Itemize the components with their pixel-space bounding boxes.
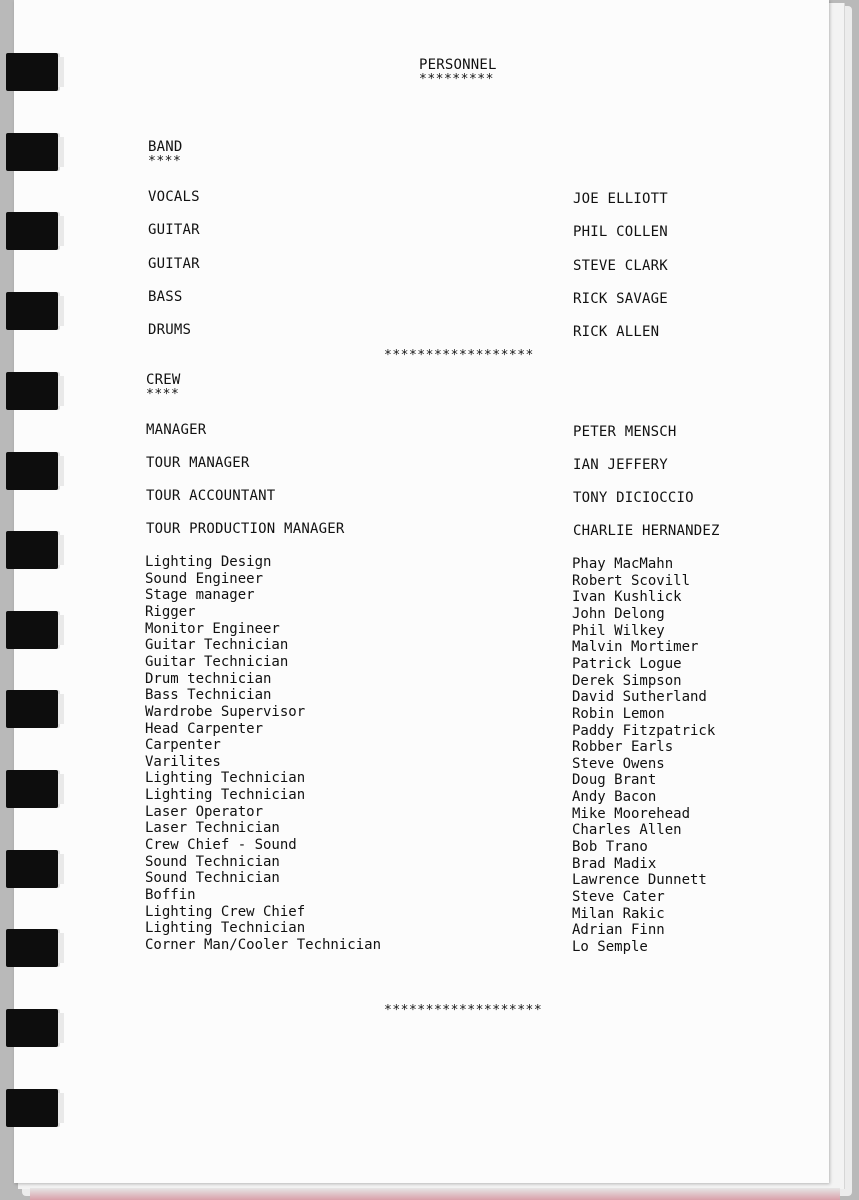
spiral-binding <box>0 0 70 1200</box>
crew-role: Carpenter <box>145 737 221 754</box>
page-title: PERSONNEL <box>419 57 497 73</box>
crew-role: Lighting Technician <box>145 920 306 937</box>
crew-underline: **** <box>146 387 180 402</box>
crew-role: Monitor Engineer <box>145 620 280 637</box>
crew-name: Paddy Fitzpatrick <box>572 722 716 739</box>
binding-tab <box>6 53 58 91</box>
binding-tab <box>6 611 58 649</box>
crew-heading: CREW <box>146 372 181 388</box>
crew-role: Head Carpenter <box>145 720 264 737</box>
crew-role: Laser Technician <box>145 820 280 837</box>
band-role: DRUMS <box>148 322 192 338</box>
crew-role: Lighting Technician <box>145 787 306 804</box>
management-role: TOUR PRODUCTION MANAGER <box>146 521 345 537</box>
crew-role: Bass Technician <box>145 687 272 704</box>
band-member-name: RICK SAVAGE <box>573 291 668 307</box>
crew-role: Wardrobe Supervisor <box>145 703 306 720</box>
management-name: PETER MENSCH <box>573 424 677 440</box>
crew-role: Laser Operator <box>145 803 264 820</box>
management-name: CHARLIE HERNANDEZ <box>573 523 720 539</box>
crew-role: Drum technician <box>145 670 272 687</box>
crew-name: Mike Moorehead <box>572 805 691 822</box>
crew-role: Stage manager <box>145 587 255 604</box>
band-heading: BAND <box>148 139 183 155</box>
crew-name: Lo Semple <box>572 938 648 955</box>
crew-role: Corner Man/Cooler Technician <box>145 936 382 953</box>
crew-role: Sound Engineer <box>145 570 264 587</box>
management-role: TOUR MANAGER <box>146 455 250 471</box>
binding-tab <box>6 1089 58 1127</box>
crew-name: David Sutherland <box>572 689 707 706</box>
crew-name: Derek Simpson <box>572 672 682 689</box>
crew-name: Steve Owens <box>572 755 665 772</box>
crew-role: Rigger <box>145 603 196 620</box>
band-role: GUITAR <box>148 222 200 238</box>
crew-role: Sound Technician <box>145 870 280 887</box>
management-name: TONY DICIOCCIO <box>573 490 694 506</box>
crew-role: Crew Chief - Sound <box>145 837 297 854</box>
band-role: GUITAR <box>148 256 200 272</box>
crew-name: Phay MacMahn <box>572 556 674 572</box>
crew-role: Lighting Crew Chief <box>145 903 306 920</box>
binding-tab <box>6 1009 58 1047</box>
crew-name: Malvin Mortimer <box>572 639 699 656</box>
band-underline: **** <box>148 154 182 169</box>
crew-name: Adrian Finn <box>572 922 665 939</box>
crew-name: Patrick Logue <box>572 655 682 672</box>
binding-tab <box>6 531 58 569</box>
crew-name: Phil Wilkey <box>572 622 665 639</box>
crew-name: Doug Brant <box>572 772 657 789</box>
separator-stars-2: ******************* <box>384 1003 543 1018</box>
management-role: MANAGER <box>146 422 207 438</box>
binding-tab <box>6 133 58 171</box>
binding-tab <box>6 212 58 250</box>
crew-name: Robin Lemon <box>572 705 665 722</box>
crew-name: Lawrence Dunnett <box>572 872 707 889</box>
pink-bottom-edge <box>30 1188 840 1200</box>
crew-name: Steve Cater <box>572 889 665 905</box>
crew-role: Sound Technician <box>145 853 280 870</box>
binding-tab <box>6 929 58 967</box>
crew-role: Guitar Technician <box>145 653 289 670</box>
management-role: TOUR ACCOUNTANT <box>146 488 276 504</box>
crew-role: Boffin <box>145 887 196 903</box>
binding-tab <box>6 292 58 330</box>
binding-tab <box>6 452 58 490</box>
band-member-name: RICK ALLEN <box>573 324 660 340</box>
crew-name: Robert Scovill <box>572 572 691 589</box>
binding-tab <box>6 372 58 410</box>
band-member-name: STEVE CLARK <box>573 258 668 274</box>
crew-name: Ivan Kushlick <box>572 589 682 606</box>
crew-name: Brad Madix <box>572 855 657 872</box>
crew-role: Varilites <box>145 753 221 770</box>
crew-role: Lighting Design <box>145 554 272 570</box>
crew-role: Lighting Technician <box>145 770 306 787</box>
crew-name: Milan Rakic <box>572 905 665 922</box>
separator-stars-1: ****************** <box>384 348 534 363</box>
crew-name: Bob Trano <box>572 839 648 856</box>
band-role: VOCALS <box>148 189 200 205</box>
band-member-name: JOE ELLIOTT <box>573 191 668 207</box>
band-role: BASS <box>148 289 183 305</box>
title-underline: ********* <box>419 72 494 87</box>
crew-name: Charles Allen <box>572 822 682 839</box>
crew-name: John Delong <box>572 605 665 622</box>
crew-name: Robber Earls <box>572 739 674 756</box>
binding-tab <box>6 770 58 808</box>
binding-tab <box>6 850 58 888</box>
band-member-name: PHIL COLLEN <box>573 224 668 240</box>
document-page <box>14 0 829 1183</box>
crew-role: Guitar Technician <box>145 637 289 654</box>
binding-tab <box>6 690 58 728</box>
crew-name: Andy Bacon <box>572 789 657 806</box>
management-name: IAN JEFFERY <box>573 457 668 473</box>
